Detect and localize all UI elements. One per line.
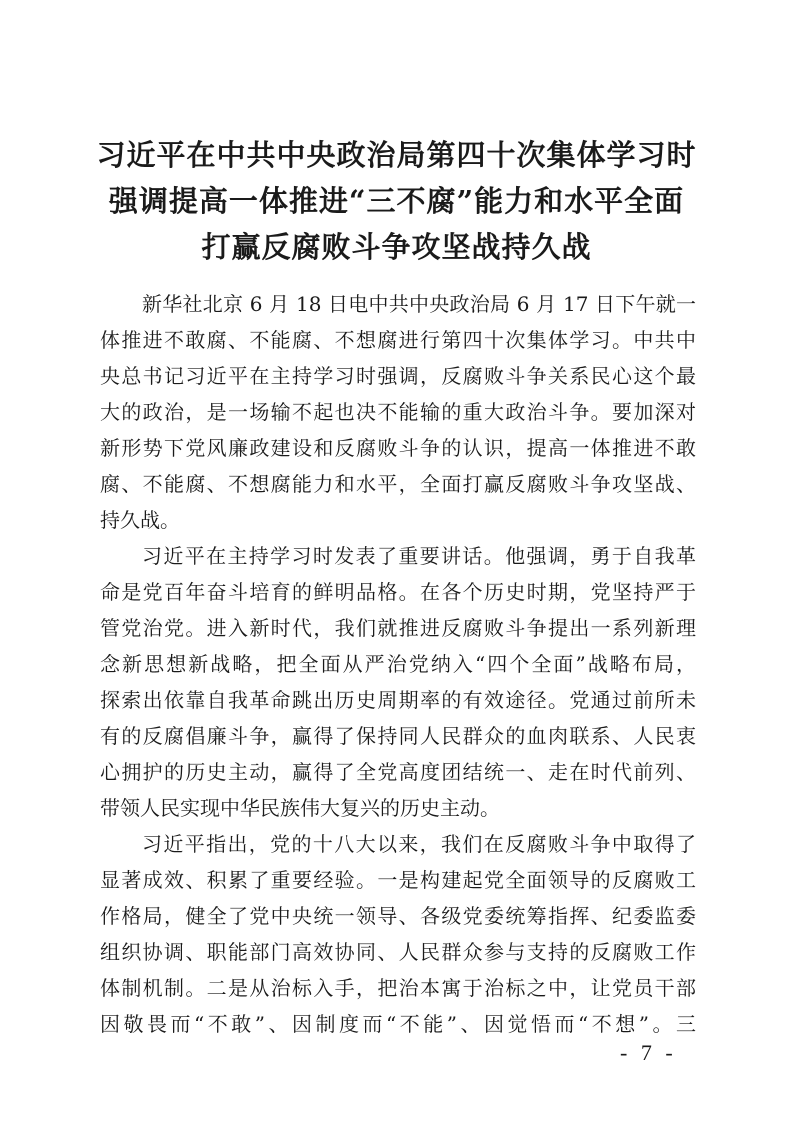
text-line: 带领人民实现中华民族伟大复兴的历史主动。 <box>100 796 500 820</box>
paragraph-1 <box>100 286 696 538</box>
text-line: 命是党百年奋斗培育的鲜明品格。在各个历史时期，党坚持严于 <box>100 580 696 604</box>
text-line: 新形势下党风廉政建设和反腐败斗争的认识，提高一体推进不敢 <box>100 436 696 460</box>
text-line: 组织协调、职能部门高效协同、人民群众参与支持的反腐败工作 <box>100 940 696 964</box>
text-line: 作格局，健全了党中央统一领导、各级党委统筹指挥、纪委监委 <box>100 904 696 928</box>
text-line: 央总书记习近平在主持学习时强调，反腐败斗争关系民心这个最 <box>100 364 696 388</box>
text-line: 大的政治，是一场输不起也决不能输的重大政治斗争。要加深对 <box>100 400 696 424</box>
text-line: 腐、不能腐、不想腐能力和水平，全面打赢反腐败斗争攻坚战、 <box>100 472 696 496</box>
paragraph-2 <box>100 538 696 826</box>
text-line: 习近平在主持学习时发表了重要讲话。他强调，勇于自我革 <box>142 544 696 568</box>
text-line: 新华社北京 6 月 18 日电中共中央政治局 6 月 17 日下午就一 <box>142 292 696 316</box>
text-line: 探索出依靠自我革命跳出历史周期率的有效途径。党通过前所未 <box>100 688 696 712</box>
title-line-1: 习近平在中共中央政治局第四十次集体学习时 <box>96 138 697 172</box>
text-line: 显著成效、积累了重要经验。一是构建起党全面领导的反腐败工 <box>100 868 696 892</box>
article-title <box>60 132 733 270</box>
text-line: 心拥护的历史主动，赢得了全党高度团结统一、走在时代前列、 <box>100 760 696 784</box>
title-line-3: 打赢反腐败斗争攻坚战持久战 <box>201 230 592 264</box>
text-line: 习近平指出，党的十八大以来，我们在反腐败斗争中取得了 <box>142 832 696 856</box>
page-number: - 7 - <box>620 1040 677 1065</box>
text-line: 管党治党。进入新时代，我们就推进反腐败斗争提出一系列新理 <box>100 616 696 640</box>
paragraph-3 <box>100 826 696 1042</box>
text-line: 持久战。 <box>100 508 180 532</box>
text-line: 体推进不敢腐、不能腐、不想腐进行第四十次集体学习。中共中 <box>100 328 696 352</box>
text-line: 有的反腐倡廉斗争，赢得了保持同人民群众的血肉联系、人民衷 <box>100 724 696 748</box>
text-line: 念新思想新战略，把全面从严治党纳入“四个全面”战略布局， <box>100 652 696 676</box>
article-body <box>100 286 696 1042</box>
title-line-2: 强调提高一体推进“三不腐”能力和水平全面 <box>108 184 685 218</box>
text-line: 体制机制。二是从治标入手，把治本寓于治标之中，让党员干部 <box>100 976 696 1000</box>
text-line: 因敬畏而“不敢”、因制度而“不能”、因觉悟而“不想”。三 <box>100 1012 696 1036</box>
